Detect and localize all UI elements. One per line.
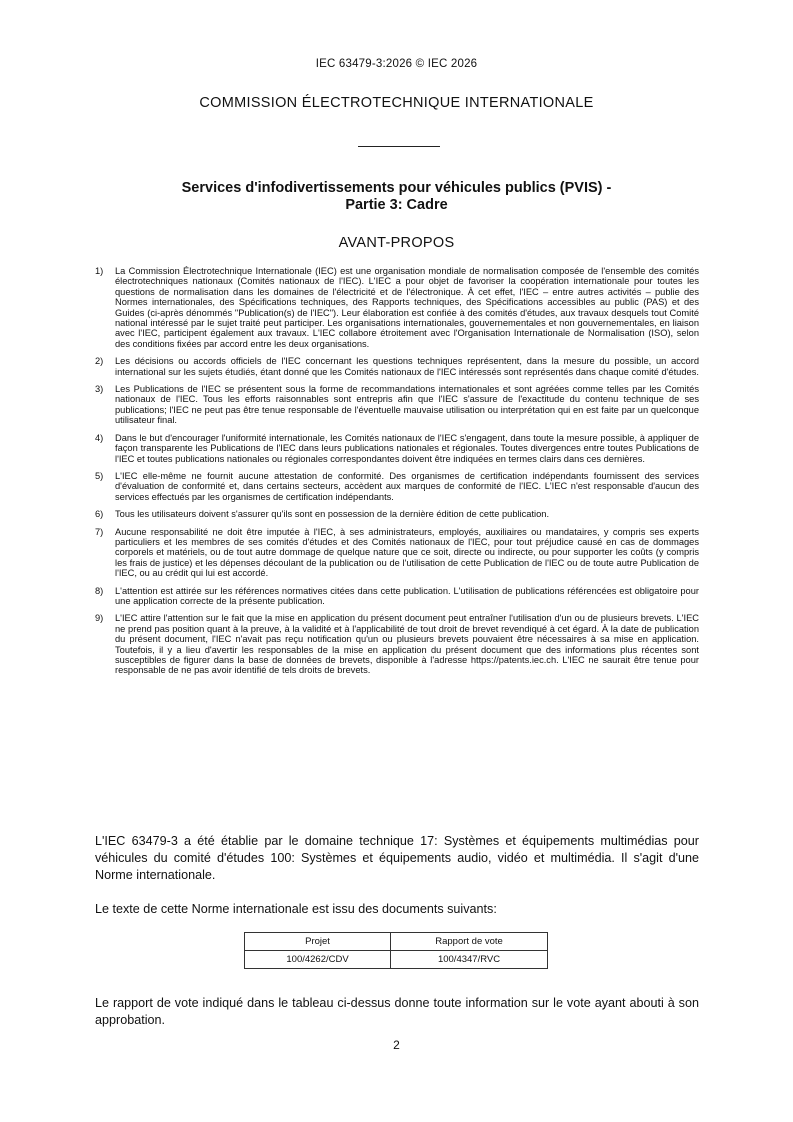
foreword-clauses [95,266,699,683]
clause-number: 6) [95,509,104,520]
clause-item [95,356,699,377]
clause-number: 5) [95,470,104,481]
vote-table [244,932,548,969]
clause-text: Les décisions ou accords officiels de l'IEC concernant les questions techniques représentent, dans la mesure du possible, un accord international sur les sujets étudiés, étant donné que les Comités nationaux de l'IEC intéressés sont représentés dans chaque comité d'études. [115,356,699,377]
column-header-rapport-de-vote: Rapport de vote [391,933,548,951]
document-id: IEC 63479-3:2026 © IEC 2026 [315,58,478,70]
clause-text: La Commission Électrotechnique Internationale (IEC) est une organisation mondiale de normalisation composée de l'ensemble des comités électrotechniques nationaux (Comités nationaux de l'IEC). L'IEC a pour objet de favoriser la coopération internationale pour toutes les questions de normalisation dans les domaines de l'électricité et de l'électronique. À cet effet, l'IEC – entre autres activités – publie des Normes internationales, des Spécifications techniques, des Rapports techniques, des Spécifications accessibles au public (PAS) et des Guides (ci-après dénommés "Publication(s) de l'IEC"). Leur élaboration est confiée à des comités d'études, aux travaux desquels tout Comité national intéressé par le sujet traité peut participer. Les organisations internationales, gouvernementales et non gouvernementales, en liaison avec l'IEC, participent également aux travaux. L'IEC collabore étroitement avec l'Organisation Internationale de Normalisation (ISO), selon des conditions fixées par accord entre les deux organisations. [115,266,699,349]
clause-item [95,527,699,579]
clause-text: Dans le but d'encourager l'uniformité internationale, les Comités nationaux de l'IEC s'engagent, dans toute la mesure possible, à appliquer de façon transparente les Publications de l'IEC dans leurs publications nationales et régionales. Toutes divergences entre toutes Publications de l'IEC et toutes publications nationales ou régionales correspondantes doivent être indiquées en termes clairs dans ces dernières. [115,432,699,464]
clause-number: 1) [95,266,104,276]
clause-number: 2) [95,356,104,367]
clause-text: Aucune responsabilité ne doit être imputée à l'IEC, à ses administrateurs, employés, auxiliaires ou mandataires, y compris ses experts particuliers et les membres de ses comités d'études et des Comités nationaux de l'IEC, pour tout préjudice causé en cas de dommages corporels et matériels, ou de tout autre dommage de quelque nature que ce soit, directe ou indirecte, ou pour supporter les coûts (y compris les frais de justice) et les dépenses découlant de la publication ou de l'utilisation de cette Publication de l'IEC ou de toute autre Publication de l'IEC, ou au crédit qui lui est accordé. [115,526,699,579]
clause-number: 4) [95,432,104,443]
organization-name: COMMISSION ÉLECTROTECHNIQUE INTERNATIONALE [199,95,594,111]
clause-number: 9) [95,613,104,624]
clause-text: Tous les utilisateurs doivent s'assurer qu'ils sont en possession de la dernière édition de cette publication. [115,509,550,520]
clause-item [95,471,699,502]
clause-text: L'IEC attire l'attention sur le fait que la mise en application du présent document peut entraîner l'utilisation d'un ou de plusieurs brevets. L'IEC ne prend pas position quant à la preuve, à la validité et à l'applicabilité de tout droit de brevet revendiqué à cet égard. À la date de publication du présent document, l'IEC n'avait pas reçu notification qu'un ou plusieurs brevets pouvaient être nécessaires à sa mise en application. Toutefois, il y a lieu d'avertir les responsables de la mise en application du présent document que des informations plus récentes sont susceptibles de figurer dans la base de données de brevets, disponible à l'adresse https://patents.iec.ch. L'IEC ne saurait être tenue pour responsable de ne pas avoir identifié de tels droits de brevets. [115,613,699,676]
clause-item [95,384,699,426]
table-cell-projet: 100/4262/CDV [245,951,391,969]
clause-item [95,613,699,675]
clause-number: 3) [95,384,104,395]
clause-text: L'attention est attirée sur les références normatives citées dans cette publication. L'utilisation de publications référencées est obligatoire pour une application correcte de la présente publication. [115,585,699,606]
vote-report-paragraph: Le rapport de vote indiqué dans le tableau ci-dessus donne toute information sur le vote ayant abouti à son approbation. [95,996,699,1027]
clause-item [95,433,699,464]
source-documents-paragraph: Le texte de cette Norme internationale est issu des documents suivants: [95,902,497,916]
clause-text: L'IEC elle-même ne fournit aucune attestation de conformité. Des organismes de certification indépendants fournissent des services d'évaluation de conformité et, dans certains secteurs, accèdent aux marques de conformité de l'IEC. L'IEC n'est responsable d'aucun des services effectués par les organismes de certification indépendants. [115,470,699,502]
table-row [245,951,548,969]
clause-item [95,509,699,519]
clause-item [95,586,699,607]
clause-item [95,266,699,349]
clause-number: 8) [95,585,104,596]
foreword-heading: AVANT-PROPOS [338,235,455,251]
document-title [0,180,793,214]
title-line-1: Services d'infodivertissements pour véhicules publics (PVIS) - [181,180,612,196]
clause-number: 7) [95,526,104,537]
table-header-row [245,933,548,951]
established-paragraph: L'IEC 63479-3 a été établie par le domaine technique 17: Systèmes et équipements multimédias pour véhicules du comité d'études 100: Systèmes et équipements audio, vidéo et multimédia. Il s'agit d'une Norme internationale. [95,834,699,882]
page-number: 2 [393,1038,400,1052]
separator-rule [358,146,440,147]
column-header-projet: Projet [245,933,391,951]
clause-text: Les Publications de l'IEC se présentent sous la forme de recommandations internationales et sont agréées comme telles par les Comités nationaux de l'IEC. Tous les efforts raisonnables sont entrepris afin que l'IEC s'assure de l'exactitude du contenu technique de ses publications; l'IEC ne peut pas être tenue responsable de l'éventuelle mauvaise utilisation ou interprétation qui en est faite par un quelconque utilisateur final. [115,384,699,426]
table-cell-rapport: 100/4347/RVC [391,951,548,969]
title-line-2: Partie 3: Cadre [345,197,448,213]
